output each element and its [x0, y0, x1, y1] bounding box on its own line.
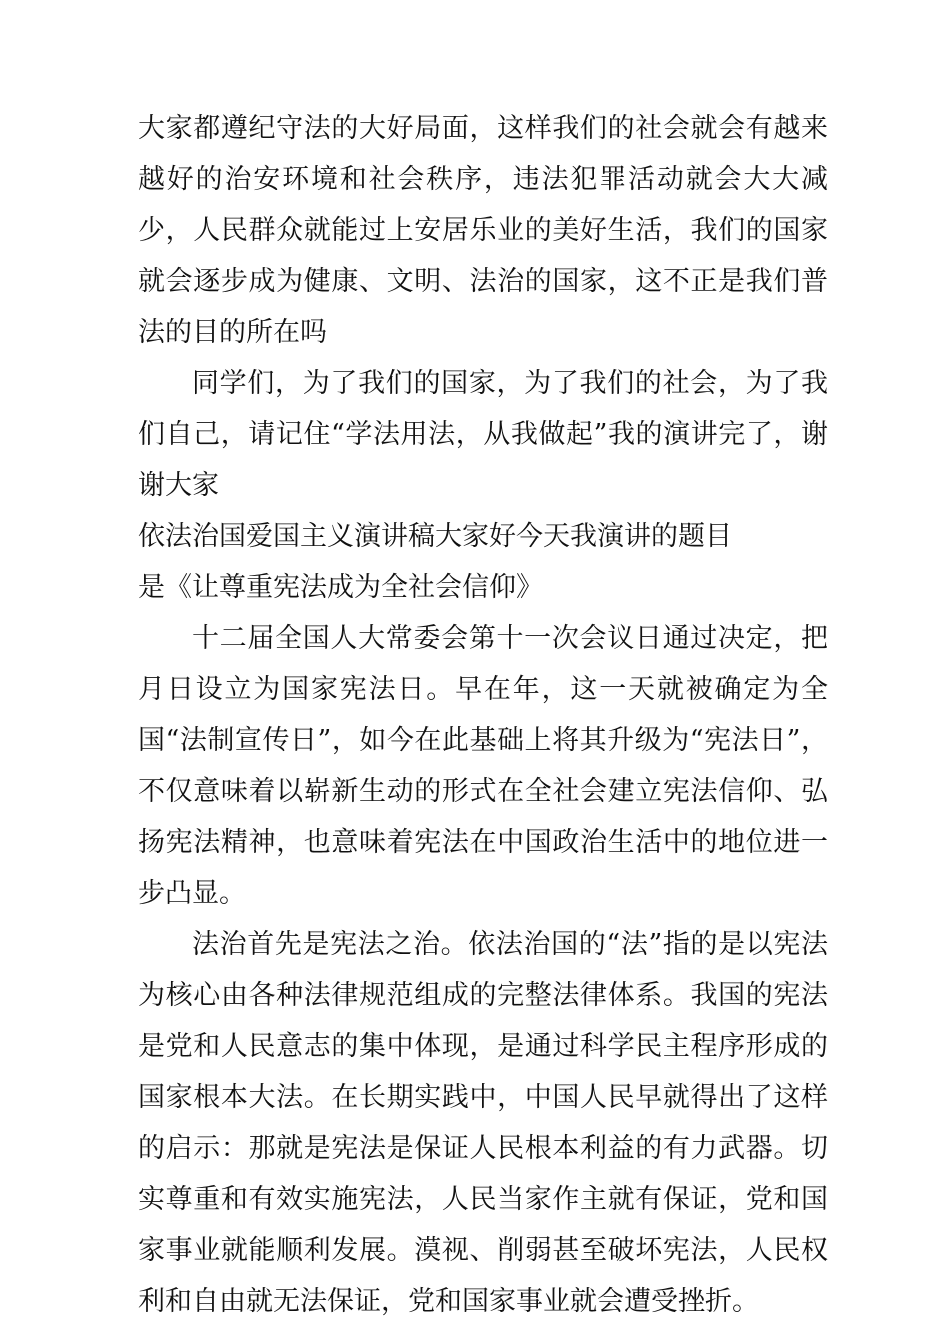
paragraph-continued: 大家都遵纪守法的大好局面，这样我们的社会就会有越来越好的治安环境和社会秩序，违法犯罪活动就会大大减少，人民群众就能过上安居乐业的美好生活，我们的国家就会逐步成为健康、文明、法治的国家，这不正是我们普法的目的所在吗: [138, 113, 828, 348]
speech-title: [138, 511, 828, 613]
paragraph-rule-of-constitution: 法治首先是宪法之治。依法治国的“法”指的是以宪法为核心由各种法律规范组成的完整法律体系。我国的宪法是党和人民意志的集中体现，是通过科学民主程序形成的国家根本大法。在长期实践中，中国人民早就得出了这样的启示：那就是宪法是保证人民根本利益的有力武器。切实尊重和有效实施宪法，人民当家作主就有保证，党和国家事业就能顺利发展。漠视、削弱甚至破坏宪法，人民权利和自由就无法保证，党和国家事业就会遭受挫折。: [138, 929, 828, 1317]
paragraph-constitution-day: 十二届全国人大常委会第十一次会议日通过决定，把月日设立为国家宪法日。早在年，这一天就被确定为全国“法制宣传日”，如今在此基础上将其升级为“宪法日”，不仅意味着以崭新生动的形式在全社会建立宪法信仰、弘扬宪法精神，也意味着宪法在中国政治生活中的地位进一步凸显。: [138, 623, 828, 909]
paragraph-closing: 同学们，为了我们的国家，为了我们的社会，为了我们自己，请记住“学法用法，从我做起”我的演讲完了，谢谢大家: [138, 368, 828, 501]
speech-title-line-1: 依法治国爱国主义演讲稿大家好今天我演讲的题目: [138, 521, 732, 552]
document-body: [138, 103, 828, 1327]
speech-title-line-2: 是《让尊重宪法成为全社会信仰》: [138, 572, 543, 603]
